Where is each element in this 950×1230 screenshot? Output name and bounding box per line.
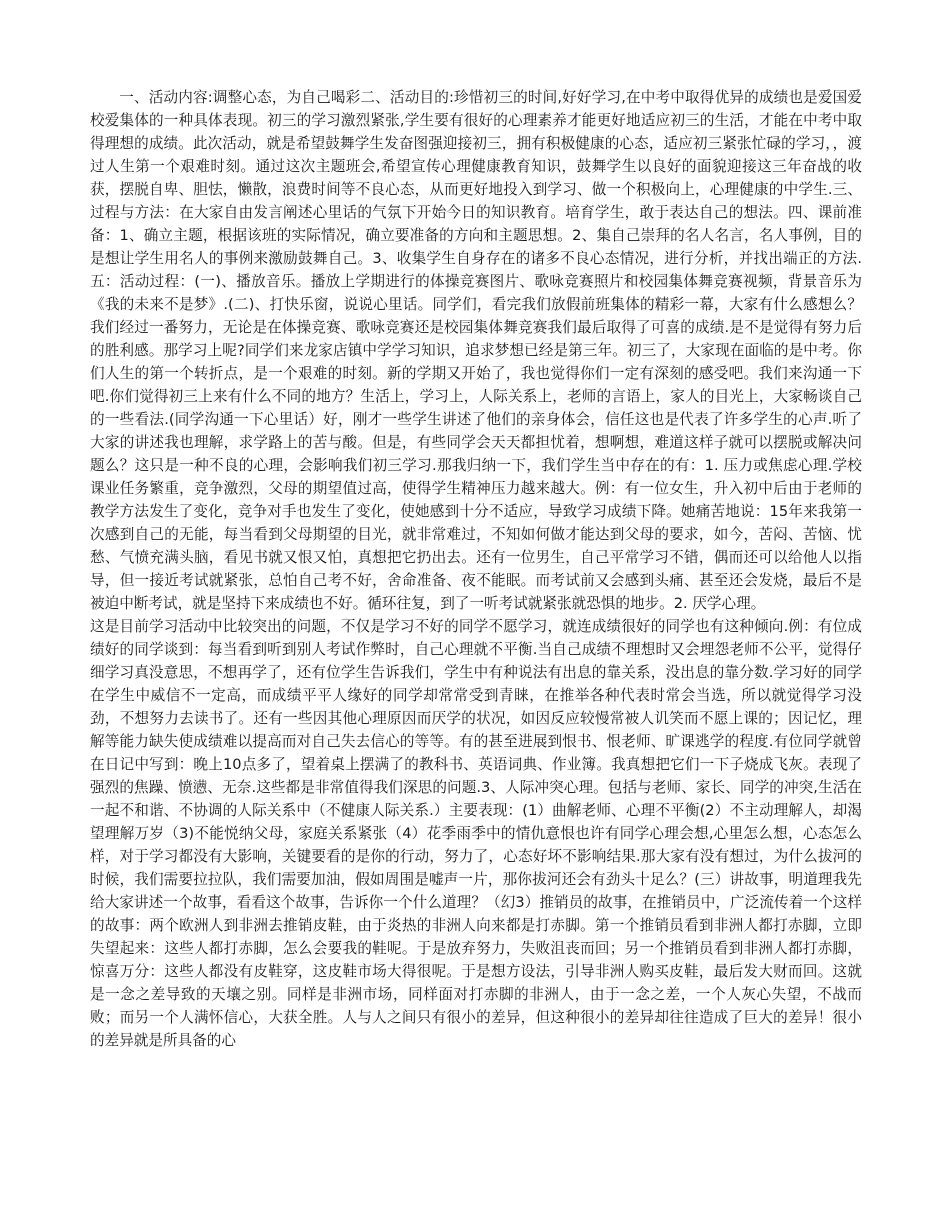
paragraph-weariness-and-story: 这是目前学习活动中比较突出的问题，不仅是学习不好的同学不愿学习，就连成绩很好的同学也有这种倾向.例：有位成绩好的同学谈到：每当看到听到别人考试作弊时，自己心理就不平衡.当自己成绩不理想时又会埋怨老师不公平，觉得仔细学习真没意思，不想再学了，还有位学生告诉我们，学生中有种说法有出息的靠关系，没出息的靠分数.学习好的同学在学生中威信不一定高，而成绩平平人缘好的同学却常常受到青睐，在推举各种代表时常会当选，所以就觉得学习没劲，不想努力去读书了。还有一些因其他心理原因而厌学的状况，如因反应较慢常被人讥笑而不愿上课的；因记忆，理解等能力缺失使成绩难以提高而对自己失去信心的等等。有的甚至进展到恨书、恨老师、旷课逃学的程度.有位同学就曾在日记中写到：晚上10点多了，望着桌上摆满了的教科书、英语词典、作业簿。我真想把它们一下子烧成飞灰。表现了强烈的焦躁、愤懑、无奈.这些都是非常值得我们深思的问题.3、人际冲突心理。包括与老师、家长、同学的冲突,生活在一起不和谐、不协调的人际关系中（不健康人际关系.）主要表现：(1）曲解老师、心理不平衡(2）不主动理解人，却渴望理解万岁（3)不能悦纳父母，家庭关系紧张（4）花季雨季中的情仇意恨也许有同学心理会想,心里怎么想，心态怎么样，对于学习都没有大影响，关键要看的是你的行动，努力了，心态好坏不影响结果.那大家有没有想过，为什么拔河的时候，我们需要拉拉队，我们需要加油，假如周围是嘘声一片，那你拔河还会有劲头十足么？(三）讲故事，明道理我先给大家讲述一个故事，看看这个故事，告诉你一个什么道理？（幻3）推销员的故事，在推销员中，广泛流传着一个这样的故事：两个欧洲人到非洲去推销皮鞋，由于炎热的非洲人向来都是打赤脚。第一个推销员看到非洲人都打赤脚，立即失望起来：这些人都打赤脚，怎么会要我的鞋呢。于是放弃努力，失败沮丧而回；另一个推销员看到非洲人都打赤脚，惊喜万分：这些人都没有皮鞋穿，这皮鞋市场大得很呢。于是想方设法，引导非洲人购买皮鞋，最后发大财而回。这就是一念之差导致的天壤之别。同样是非洲市场，同样面对打赤脚的非洲人，由于一念之差，一个人灰心失望，不战而败；而另一个人满怀信心，大获全胜。人与人之间只有很小的差异，但这种很小的差异却往往造成了巨大的差异！很小的差异就是所具备的心 [90,618,862,1049]
paragraph-activity-plan: 一、活动内容:调整心态，为自己喝彩二、活动目的:珍惜初三的时间,好好学习,在中考中取得优异的成绩也是爱国爱校爱集体的一种具体表现。初三的学习激烈紧张,学生要有很好的心理素养才能更好地适应初三的生活，才能在中考中取得理想的成绩。此次活动，就是希望鼓舞学生发奋图强迎接初三，拥有积极健康的心态，适应初三紧张忙碌的学习，，渡过人生第一个艰难时刻。通过这次主题班会,希望宣传心理健康教育知识，鼓舞学生以良好的面貌迎接这三年奋战的收获，摆脱自卑、胆怯，懒散，浪费时间等不良心态，从而更好地投入到学习、做一个积极向上，心理健康的中学生.三、过程与方法：在大家自由发言阐述心里话的气氛下开始今日的知识教育。培育学生，敢于表达自己的想法。四、课前准备：1、确立主题，根据该班的实际情况，确立要准备的方向和主题思想。2、集自己崇拜的名人名言，名人事例，目的是想让学生用名人的事例来激励鼓舞自己。3、收集学生自身存在的诸多不良心态情况，进行分析，并找出端正的方法.五：活动过程：(一)、播放音乐。播放上学期进行的体操竞赛图片、歌咏竞赛照片和校园集体舞竞赛视频，背景音乐为《我的未来不是梦》.(二)、打快乐窗，说说心里话。同学们，看完我们放假前班集体的精彩一幕，大家有什么感想么？我们经过一番努力，无论是在体操竞赛、歌咏竞赛还是校园集体舞竞赛我们最后取得了可喜的成绩.是不是觉得有努力后的胜利感。那学习上呢?同学们来龙家店镇中学学习知识，追求梦想已经是第三年。初三了，大家现在面临的是中考。你们人生的第一个转折点，是一个艰难的时刻。新的学期又开始了，我也觉得你们一定有深刻的感受吧。我们来沟通一下吧.你们觉得初三上来有什么不同的地方？生活上，学习上，人际关系上，老师的言语上，家人的目光上，大家畅谈自己的一些看法.(同学沟通一下心里话）好，刚才一些学生讲述了他们的亲身体会，信任这也是代表了许多学生的心声.听了大家的讲述我也理解，求学路上的苦与酸。但是，有些同学会天天都担忧着，想啊想，难道这样子就可以摆脱或解决问题么？这只是一种不良的心理，会影响我们初三学习.那我归纳一下，我们学生当中存在的有：1. 压力或焦虑心理.学校课业任务繁重，竞争激烈，父母的期望值过高，使得学生精神压力越来越大。例：有一位女生，升入初中后由于老师的教学方法发生了变化，竞争对手也发生了变化，使她感到十分不适应，导致学习成绩下降。她痛苦地说：15年来我第一次感到自己的无能，每当看到父母期望的目光，就非常难过，不知如何做才能达到父母的要求，如今，苦闷、苦恼、忧愁、气愤充满头脑，看见书就又恨又怕，真想把它扔出去。还有一位男生，自己平常学习不错，偶而还可以给他人以指导，但一接近考试就紧张，总怕自己考不好，舍命准备、夜不能眠。而考试前又会感到头痛、甚至还会发烧，最后不是被迫中断考试，就是坚持下来成绩也不好。循环往复，到了一听考试就紧张就恐惧的地步。2. 厌学心理。 [90,89,862,612]
document-body [90,86,862,1052]
